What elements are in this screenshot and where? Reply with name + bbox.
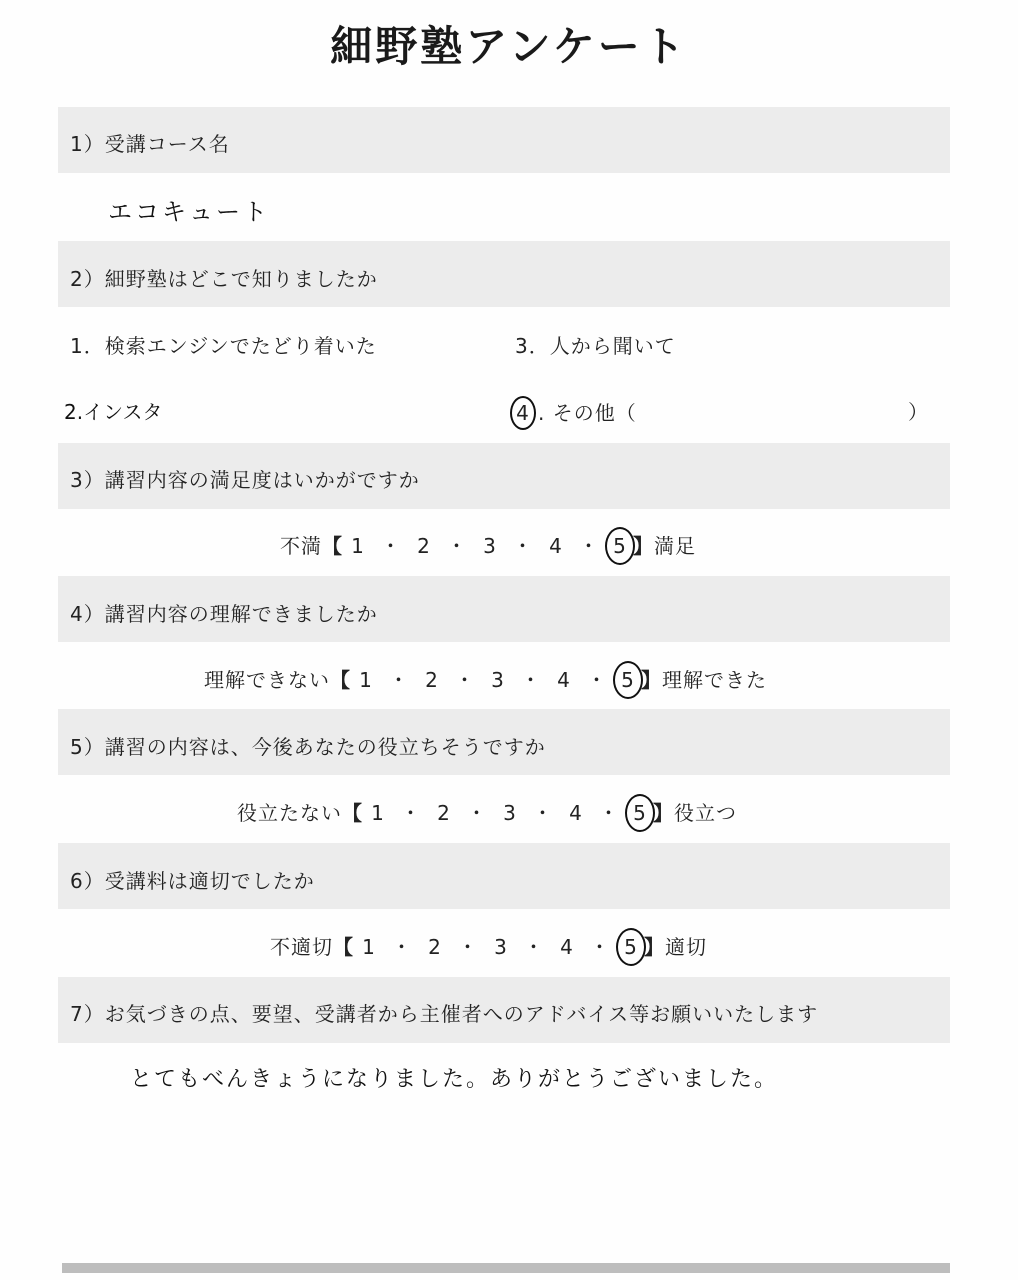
rating-scale-3 bbox=[280, 530, 696, 559]
option-other bbox=[510, 396, 637, 430]
scale-left-label: 役立たない bbox=[237, 801, 342, 825]
rating-3: 3 bbox=[494, 935, 508, 959]
question-1-label: 1）受講コース名 bbox=[70, 132, 230, 156]
page-title: 細野塾アンケート bbox=[330, 22, 688, 71]
rating-1: 1 bbox=[371, 801, 385, 825]
question-4-label: 4）講習内容の理解できましたか bbox=[70, 602, 378, 626]
option-word-of-mouth: 3．人から聞いて bbox=[515, 334, 676, 358]
rating-4: 4 bbox=[549, 534, 563, 558]
separator: ・ bbox=[466, 801, 488, 825]
footer-bar bbox=[62, 1263, 950, 1273]
rating-4: 4 bbox=[560, 935, 574, 959]
rating-5-selected: 5 bbox=[605, 527, 635, 565]
separator: ・ bbox=[578, 534, 600, 558]
rating-scale-6 bbox=[270, 931, 707, 960]
rating-5-selected: 5 bbox=[625, 794, 655, 832]
separator: ・ bbox=[523, 935, 545, 959]
rating-2: 2 bbox=[428, 935, 442, 959]
option-instagram-text: 2.インスタ bbox=[64, 400, 163, 424]
option-instagram bbox=[64, 396, 162, 425]
rating-5-selected: 5 bbox=[616, 928, 646, 966]
bracket-close: 】 bbox=[653, 801, 674, 825]
rating-3: 3 bbox=[483, 534, 497, 558]
rating-3: 3 bbox=[491, 668, 505, 692]
rating-5-selected: 5 bbox=[613, 661, 643, 699]
bracket-open: 【 bbox=[322, 534, 343, 558]
selected-mark-4: 4 bbox=[510, 396, 536, 430]
scale-left-label: 理解できない bbox=[204, 668, 330, 692]
question-1-answer: エコキュート bbox=[108, 198, 270, 226]
option-other-text: . その他（ bbox=[538, 401, 637, 425]
scale-right-label: 適切 bbox=[665, 935, 707, 959]
rating-2: 2 bbox=[417, 534, 431, 558]
option-search-engine: 1．検索エンジンでたどり着いた bbox=[70, 334, 377, 358]
separator: ・ bbox=[586, 668, 608, 692]
question-5-label: 5）講習の内容は、今後あなたの役立ちそうですか bbox=[70, 735, 546, 759]
scale-right-label: 満足 bbox=[654, 534, 696, 558]
question-6-label: 6）受講料は適切でしたか bbox=[70, 869, 315, 893]
bracket-open: 【 bbox=[330, 668, 351, 692]
bracket-close: 】 bbox=[641, 668, 662, 692]
bracket-open: 【 bbox=[342, 801, 363, 825]
bracket-open: 【 bbox=[333, 935, 354, 959]
question-3-label: 3）講習内容の満足度はいかがですか bbox=[70, 468, 420, 492]
separator: ・ bbox=[598, 801, 620, 825]
rating-3: 3 bbox=[503, 801, 517, 825]
rating-4: 4 bbox=[569, 801, 583, 825]
separator: ・ bbox=[532, 801, 554, 825]
question-7-answer: とてもべんきょうになりました。ありがとうございました。 bbox=[130, 1067, 779, 1092]
separator: ・ bbox=[457, 935, 479, 959]
rating-4: 4 bbox=[557, 668, 571, 692]
rating-2: 2 bbox=[437, 801, 451, 825]
scale-right-label: 役立つ bbox=[674, 801, 737, 825]
scale-right-label: 理解できた bbox=[662, 668, 767, 692]
option-other-close: ） bbox=[908, 400, 929, 424]
separator: ・ bbox=[520, 668, 542, 692]
rating-2: 2 bbox=[425, 668, 439, 692]
rating-1: 1 bbox=[359, 668, 373, 692]
bracket-close: 】 bbox=[644, 935, 665, 959]
rating-1: 1 bbox=[362, 935, 376, 959]
scale-left-label: 不適切 bbox=[270, 935, 333, 959]
separator: ・ bbox=[512, 534, 534, 558]
question-7-label: 7）お気づきの点、要望、受講者から主催者へのアドバイス等お願いいたします bbox=[70, 1002, 819, 1026]
separator: ・ bbox=[446, 534, 468, 558]
separator: ・ bbox=[391, 935, 413, 959]
separator: ・ bbox=[589, 935, 611, 959]
rating-scale-5 bbox=[237, 797, 737, 826]
scale-left-label: 不満 bbox=[280, 534, 322, 558]
separator: ・ bbox=[388, 668, 410, 692]
bracket-close: 】 bbox=[633, 534, 654, 558]
rating-1: 1 bbox=[351, 534, 365, 558]
question-2-label: 2）細野塾はどこで知りましたか bbox=[70, 267, 378, 291]
separator: ・ bbox=[400, 801, 422, 825]
separator: ・ bbox=[380, 534, 402, 558]
separator: ・ bbox=[454, 668, 476, 692]
rating-scale-4 bbox=[204, 664, 767, 693]
